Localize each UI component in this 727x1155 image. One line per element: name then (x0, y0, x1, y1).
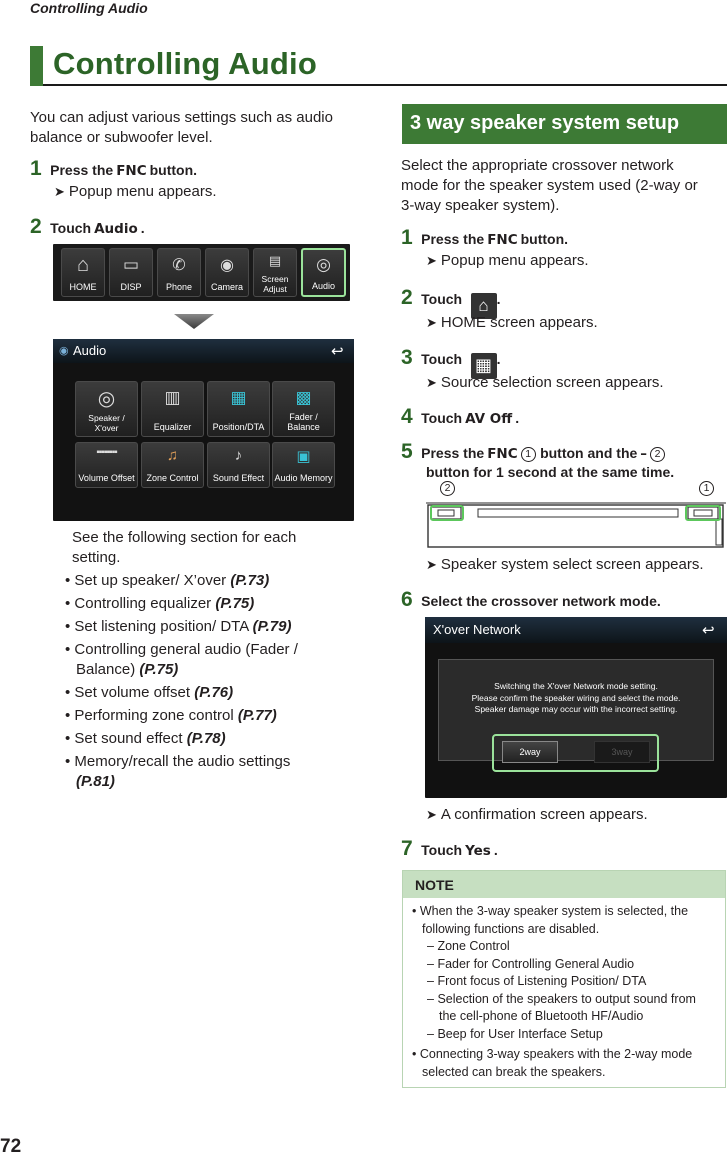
minus-button-highlight[interactable] (430, 505, 464, 521)
settings-list (54, 571, 354, 792)
popup-audio-button[interactable]: ◎ Audio (301, 248, 346, 297)
fnc-button-highlight[interactable] (685, 505, 721, 521)
home-icon[interactable]: ⌂ (471, 293, 497, 319)
camera-icon: ◉ (220, 257, 234, 274)
left-step-1-result: ➤ Popup menu appears. (54, 183, 217, 200)
title-accent (30, 46, 43, 86)
zone-icon: ♫ (166, 447, 179, 464)
xover-screen-image (425, 617, 727, 798)
left-step-1: 1 Press the FNC button. (30, 157, 198, 180)
page-ref[interactable]: (P.73) (230, 572, 270, 589)
position-icon: ▦ (230, 388, 247, 407)
3way-button[interactable]: 3way (594, 741, 650, 763)
tile-position-dta[interactable]: ▦ Position/DTA (207, 381, 270, 437)
screen-adjust-icon: ▤ (268, 253, 282, 268)
back-icon[interactable]: ↩ (331, 343, 344, 360)
popup-camera-button[interactable]: ◉ Camera (205, 248, 249, 297)
list-item: • Performing zone control (P.77) (65, 707, 277, 724)
page-ref[interactable]: (P.81) (76, 773, 115, 790)
right-intro: Select the appropriate crossover network mode for the speaker system used (2-way or 3-way speaker system). (401, 157, 698, 214)
popup-home-button[interactable]: ⌂ HOME (61, 248, 105, 297)
list-item: – Beep for User Interface Setup (427, 1026, 603, 1041)
page-ref[interactable]: (P.79) (252, 618, 292, 635)
audio-screen-title: Audio (73, 343, 107, 358)
note-header (403, 871, 725, 898)
list-item: – Selection of the speakers to output sound from the cell-phone of Bluetooth HF/Audio (427, 991, 696, 1023)
grid-icon[interactable]: ▦ (471, 353, 497, 379)
right-step-1-result: ➤ Popup menu appears. (426, 252, 589, 269)
sound-effect-icon: ♪ (234, 447, 243, 464)
list-item: • Set up speaker/ X’over (P.73) (65, 572, 270, 589)
back-icon[interactable]: ↩ (702, 622, 715, 639)
title-bar (30, 46, 727, 86)
page-number: 72 (0, 1136, 22, 1155)
down-arrow-icon (174, 312, 214, 330)
list-item: • Memory/recall the audio settings (P.81) (65, 753, 291, 790)
tile-fader-balance[interactable]: ▩ Fader / Balance (272, 381, 335, 437)
running-head: Controlling Audio (30, 0, 148, 16)
speaker-icon: ◎ (97, 388, 116, 410)
see-following: See the following section for each setting. (72, 529, 297, 566)
right-step-5: 5 Press the FNC 1 button and the – 2 (401, 440, 726, 464)
page-ref[interactable]: (P.78) (186, 730, 226, 747)
popup-disp-button[interactable]: ▭ DISP (109, 248, 153, 297)
fader-icon: ▩ (295, 388, 312, 407)
popup-screen-adjust-button[interactable]: ▤ Screen Adjust (253, 248, 297, 297)
note-box (402, 870, 726, 1088)
note-bullet-2: • Connecting 3-way speakers with the 2-way mode selected can break the speakers. (412, 1047, 693, 1079)
right-step-3: 3 Touch ▦ . (401, 346, 500, 379)
display-icon: ▭ (122, 255, 140, 274)
left-step-2: 2 Touch Audio . (30, 215, 145, 238)
note-dash-list (427, 938, 696, 1043)
popup-phone-button[interactable]: ✆ Phone (157, 248, 201, 297)
page-ref[interactable]: (P.77) (237, 707, 277, 724)
section-title: 3 way speaker system setup (410, 112, 680, 134)
list-item: • Set listening position/ DTA (P.79) (65, 618, 292, 635)
left-intro: You can adjust various settings such as audio balance or subwoofer level. (30, 109, 333, 146)
section-header (402, 104, 727, 144)
2way-button[interactable]: 2way (502, 741, 558, 763)
page-ref[interactable]: (P.76) (194, 684, 234, 701)
tile-sound-effect[interactable]: ♪ Sound Effect (207, 442, 270, 488)
right-step-1: 1 Press the FNC button. (401, 226, 569, 249)
right-step-5-result: ➤ Speaker system select screen appears. (426, 556, 704, 573)
home-icon: ⌂ (76, 254, 90, 276)
list-item: – Front focus of Listening Position/ DTA (427, 974, 647, 988)
note-bullet-1: • When the 3-way speaker system is selected, the following functions are disabled. (412, 904, 689, 936)
device-panel-drawing (426, 499, 726, 549)
right-step-2-result: ➤ HOME screen appears. (426, 314, 598, 331)
tile-audio-memory[interactable]: ▣ Audio Memory (272, 442, 335, 488)
right-step-3-result: ➤ Source selection screen appears. (426, 374, 664, 391)
tile-speaker-xover[interactable]: ◎ Speaker / X'over (75, 381, 138, 437)
list-item: • Set sound effect (P.78) (65, 730, 226, 747)
callout-2: 2 (440, 481, 455, 496)
note-heading: NOTE (415, 877, 454, 893)
memory-icon: ▣ (296, 448, 311, 465)
right-step-4: 4 Touch AV Off . (401, 405, 520, 428)
page-title: Controlling Audio (53, 46, 317, 81)
audio-screen-image (53, 339, 354, 521)
page-ref[interactable]: (P.75) (215, 595, 255, 612)
xover-message: Switching the X'over Network mode setting. Please confirm the speaker wiring and select the mode. Speaker damage may occur with the incorrect setting. (471, 681, 681, 714)
right-step-6: 6 Select the crossover network mode. (401, 588, 661, 611)
audio-icon: ◎ (316, 255, 331, 274)
equalizer-icon: ▥ (164, 388, 181, 407)
device-panel-image (426, 481, 726, 551)
list-item: • Controlling general audio (Fader / Balance) (P.75) (65, 641, 298, 678)
list-item: – Zone Control (427, 939, 510, 953)
list-item: – Fader for Controlling General Audio (427, 956, 635, 971)
xover-screen-title: X'over Network (433, 622, 521, 637)
list-item: • Controlling equalizer (P.75) (65, 595, 255, 612)
phone-icon: ✆ (172, 257, 186, 274)
right-step-7: 7 Touch Yes . (401, 837, 498, 860)
list-item: • Set volume offset (P.76) (65, 684, 234, 701)
right-step-2: 2 Touch ⌂ . (401, 286, 500, 319)
right-step-5-line2: button for 1 second at the same time. (426, 464, 675, 480)
callout-1: 1 (699, 481, 714, 496)
popup-menu-image (53, 244, 350, 301)
right-step-6-result: ➤ A confirmation screen appears. (426, 806, 648, 823)
audio-icon: ◉ (59, 345, 69, 357)
tile-volume-offset[interactable]: ▪▪▪▪▪▪▪▪ Volume Offset (75, 442, 138, 488)
tile-zone-control[interactable]: ♫ Zone Control (141, 442, 204, 488)
tile-equalizer[interactable]: ▥ Equalizer (141, 381, 204, 437)
volume-icon: ▪▪▪▪▪▪▪▪ (96, 447, 117, 458)
page-ref[interactable]: (P.75) (139, 661, 179, 678)
